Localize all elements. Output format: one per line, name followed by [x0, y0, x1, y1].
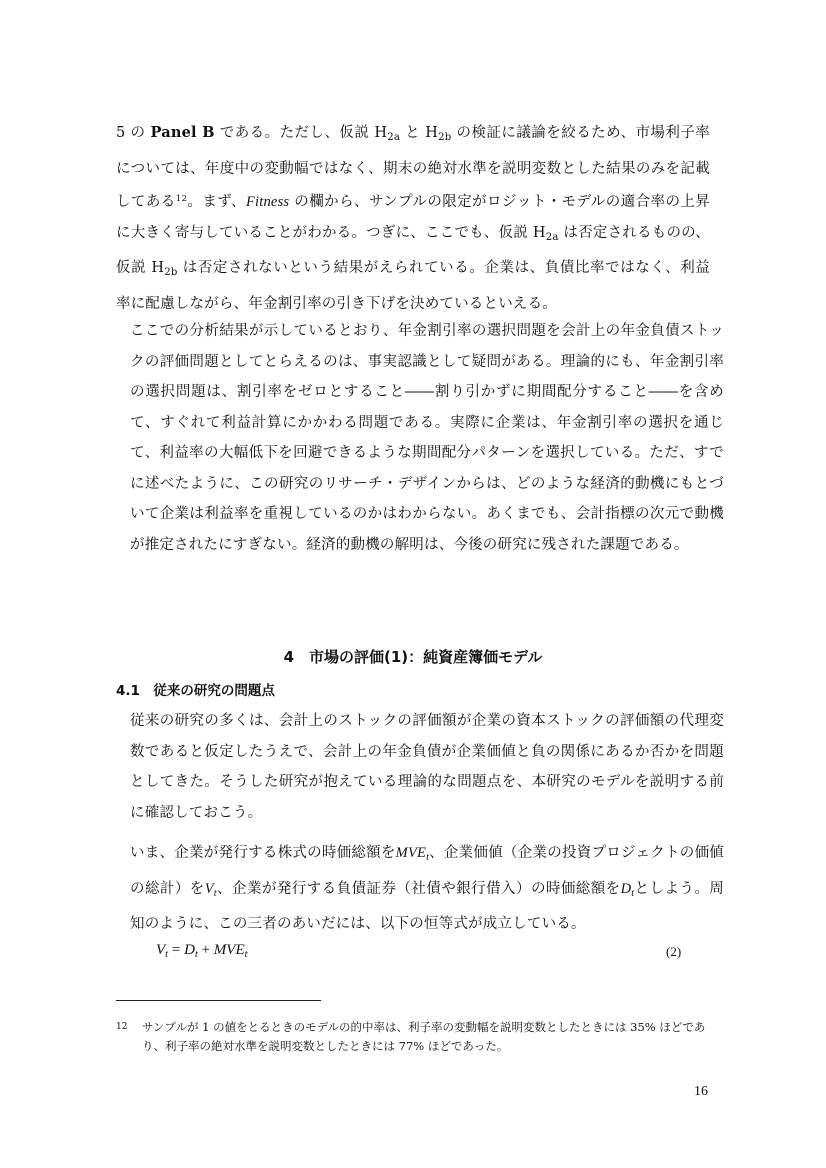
subsection-title: 4.1 従来の研究の問題点	[116, 683, 275, 699]
text-run: いま、企業が発行する株式の時価総額を	[130, 845, 396, 861]
paragraph-identity	[116, 838, 724, 940]
hypothesis-h2b: $H_{2b}$	[151, 260, 178, 279]
text-run: である。ただし、仮説	[214, 125, 375, 141]
footnote-reference: 12	[175, 194, 188, 205]
var-v: $V_t$	[204, 880, 217, 899]
text-run: としよう。周知のように、この三者のあいだには、以下の恒等式が成立している。	[130, 880, 724, 933]
fitness-term: Fitness	[245, 194, 290, 211]
footnote	[116, 1018, 716, 1056]
paragraph-results	[116, 118, 710, 319]
footnote-text: サンプルが 1 の値をとるときのモデルの的中率は、利子率の変動幅を説明変数としたときには 35% ほどであり、利子率の絶対水準を説明変数としたときには 77% ほどであった。	[142, 1020, 706, 1053]
text-run: 、企業価値（企業の投資プロジェクトの価値の総計）を	[130, 845, 724, 897]
text-run: 。まず、	[187, 194, 246, 211]
var-d: $D_t$	[620, 880, 635, 899]
page-number: 16	[694, 1084, 708, 1099]
text-run: は否定されるものの、仮説	[116, 224, 710, 277]
equation-2: $V_t = D_t + MVE_t$	[156, 942, 248, 961]
hypothesis-h2a: $H_{2a}$	[532, 224, 559, 243]
text-run: は否定されないという結果がえられている。企業は、負債比率ではなく、利益率に配慮しながら、年金割引率の引き下げを決めているといえる。	[116, 260, 710, 312]
footnote-divider	[116, 1000, 321, 1001]
paragraph-prior-research: 従来の研究の多くは、会計上のストックの評価額が企業の資本ストックの評価額の代理変数であると仮定したうえで、会計上の年金負債が企業価値と負の関係にあるか否かを問題としてきた。そうした研究が抱えている理論的な問題点を、本研究のモデルを説明する前に確認しておこう。	[130, 713, 724, 821]
equation-number: (2)	[666, 944, 682, 959]
var-mve: $MVE_t$	[395, 845, 430, 864]
section-title: 4 市場の評価(1)：純資産簿価モデル	[283, 648, 543, 666]
hypothesis-h2a: $H_{2a}$	[374, 125, 401, 144]
text-run: 、企業が発行する負債証券（社債や銀行借入）の時価総額を	[216, 880, 621, 897]
paragraph-analysis: ここでの分析結果が示しているとおり、年金割引率の選択問題を会計上の年金負債ストックの評価問題としてとらえるのは、事実認識として疑問がある。理論的にも、年金割引率の選択問題は、割引率をゼロとすること――割り引かずに期間配分すること――を含めて、すぐれて利益計算にかかわる問題である。実際に企業は、年金割引率の選択を通じて、利益率の大幅低下を回避できるような期間配分パターンを選択している。ただ、すでに述べたように、この研究のリサーチ・デザインからは、どのような経済的動機にもとづいて企業は利益率を重視しているのかはわからない。あくまでも、会計指標の次元で動機が推定されたにすぎない。経済的動機の解明は、今後の研究に残された課題である。	[130, 323, 724, 553]
text-run: と	[400, 125, 426, 141]
text-run: 5 の	[116, 125, 151, 141]
footnote-mark: 12	[116, 1022, 128, 1032]
panel-label: Panel B	[150, 124, 215, 141]
text-run: の欄から、サンプルの限定がロジット・モデルの適合率の上昇に大きく寄与していることがわかる。つぎに、ここでも、仮説	[116, 194, 710, 241]
text-run: の検証に議論を絞るため、市場利子率については、年度中の変動幅ではなく、期末の絶対水準を説明変数とした結果のみを記載してある	[116, 125, 711, 211]
hypothesis-h2b: $H_{2b}$	[425, 125, 452, 144]
